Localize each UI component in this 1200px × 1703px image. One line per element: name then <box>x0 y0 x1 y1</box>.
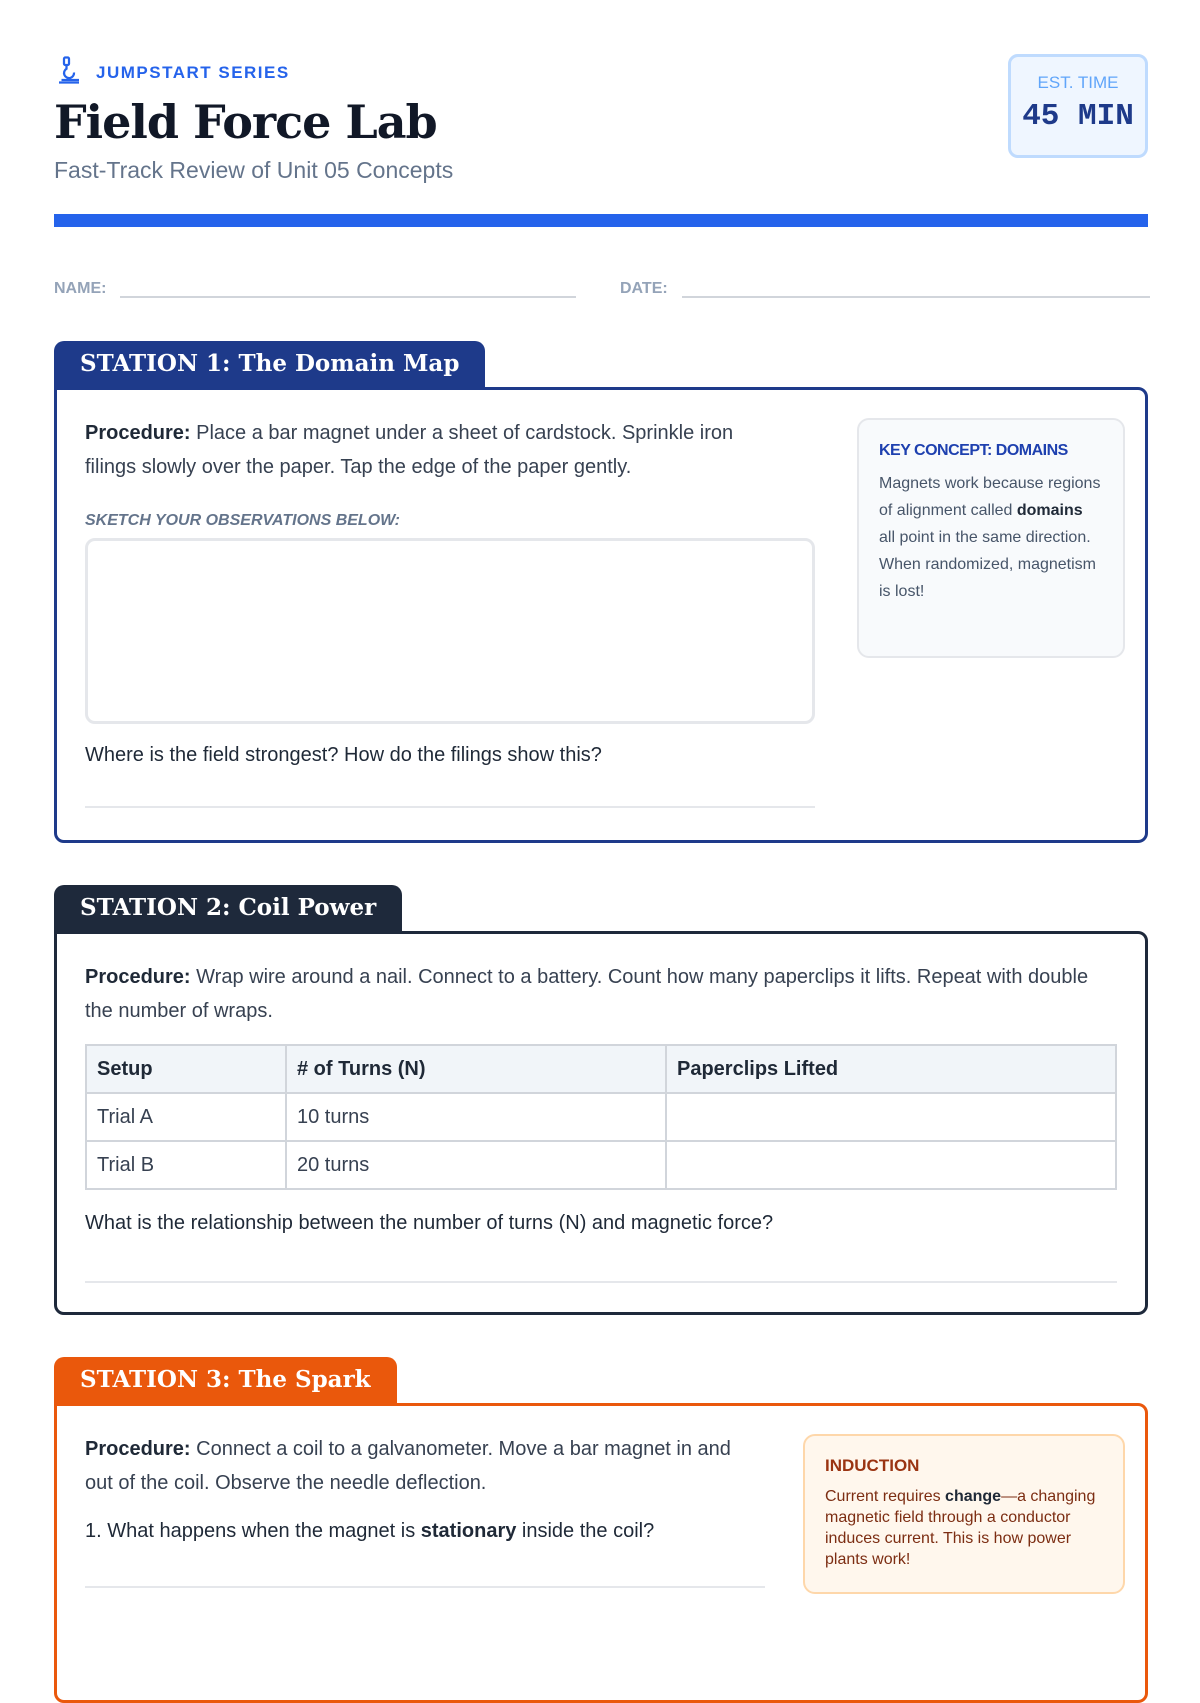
header-cell: Setup <box>86 1045 286 1093</box>
station-2-answer-line[interactable] <box>85 1281 1117 1283</box>
subtitle: Fast-Track Review of Unit 05 Concepts <box>54 157 454 183</box>
name-label: NAME: <box>54 280 107 297</box>
date-input[interactable] <box>682 274 1150 298</box>
header-cell: # of Turns (N) <box>286 1045 666 1093</box>
station-2-question: What is the relationship between the number of turns (N) and magnetic force? <box>85 1212 774 1234</box>
station-1-procedure: Procedure: Place a bar magnet under a sheet of cardstock. Sprinkle iron filings slowly over the paper. Tap the edge of the paper gently. <box>85 422 734 478</box>
answer-cell[interactable] <box>666 1141 1116 1189</box>
station-2 <box>54 885 1148 1315</box>
table-header-row <box>86 1045 1116 1093</box>
station-2-box <box>54 931 1148 1315</box>
header-cell: Paperclips Lifted <box>666 1045 1116 1093</box>
answer-cell[interactable] <box>666 1093 1116 1141</box>
station-3-tab: STATION 3: The Spark <box>54 1357 397 1405</box>
station-3-procedure: Procedure: Connect a coil to a galvanometer. Move a bar magnet in and out of the coil. Observe the needle deflection. <box>85 1438 731 1494</box>
station-1 <box>54 341 1148 843</box>
station-3-question-1: 1. What happens when the magnet is stationary inside the coil? <box>85 1520 655 1542</box>
microscope-icon <box>54 55 84 90</box>
trials-table <box>85 1044 1117 1190</box>
est-time-label: EST. TIME <box>1037 73 1119 92</box>
station-3-box <box>54 1403 1148 1703</box>
key-concept-note <box>857 418 1125 658</box>
table-row <box>86 1141 1116 1189</box>
est-time-value: 45 MIN <box>1022 99 1134 134</box>
date-field <box>620 274 1150 298</box>
name-field <box>54 274 576 298</box>
station-2-procedure: Procedure: Wrap wire around a nail. Connect to a battery. Count how many paperclips it lifts. Repeat with double the number of wraps. <box>85 966 1089 1022</box>
cell: Trial B <box>86 1141 286 1189</box>
page-title: Field Force Lab <box>54 95 437 149</box>
note-body: Current requires change—a changing magnetic field through a conductor induces current. This is how power plants work! <box>825 1488 1096 1568</box>
note-title: INDUCTION <box>825 1456 920 1475</box>
cell: 10 turns <box>286 1093 666 1141</box>
note-body: Magnets work because regions of alignment called domains all point in the same direction. When randomized, magnetism is lost! <box>879 475 1101 600</box>
name-input[interactable] <box>120 274 576 298</box>
est-time-badge <box>1008 54 1148 158</box>
station-3 <box>54 1357 1148 1703</box>
series-label <box>54 55 290 90</box>
station-1-tab: STATION 1: The Domain Map <box>54 341 485 389</box>
date-label: DATE: <box>620 280 668 297</box>
sketch-label: SKETCH YOUR OBSERVATIONS BELOW: <box>85 512 400 529</box>
induction-note <box>803 1434 1125 1594</box>
header-divider <box>54 214 1148 227</box>
series-text: JUMPSTART SERIES <box>96 62 290 82</box>
cell: 20 turns <box>286 1141 666 1189</box>
station-1-box <box>54 387 1148 843</box>
station-2-tab: STATION 2: Coil Power <box>54 885 402 933</box>
cell: Trial A <box>86 1093 286 1141</box>
station-3-answer-line[interactable] <box>85 1586 765 1588</box>
sketch-area[interactable] <box>85 538 815 724</box>
station-1-answer-line[interactable] <box>85 806 815 808</box>
table-row <box>86 1093 1116 1141</box>
station-1-question: Where is the field strongest? How do the filings show this? <box>85 744 602 766</box>
note-title: KEY CONCEPT: DOMAINS <box>879 442 1068 459</box>
